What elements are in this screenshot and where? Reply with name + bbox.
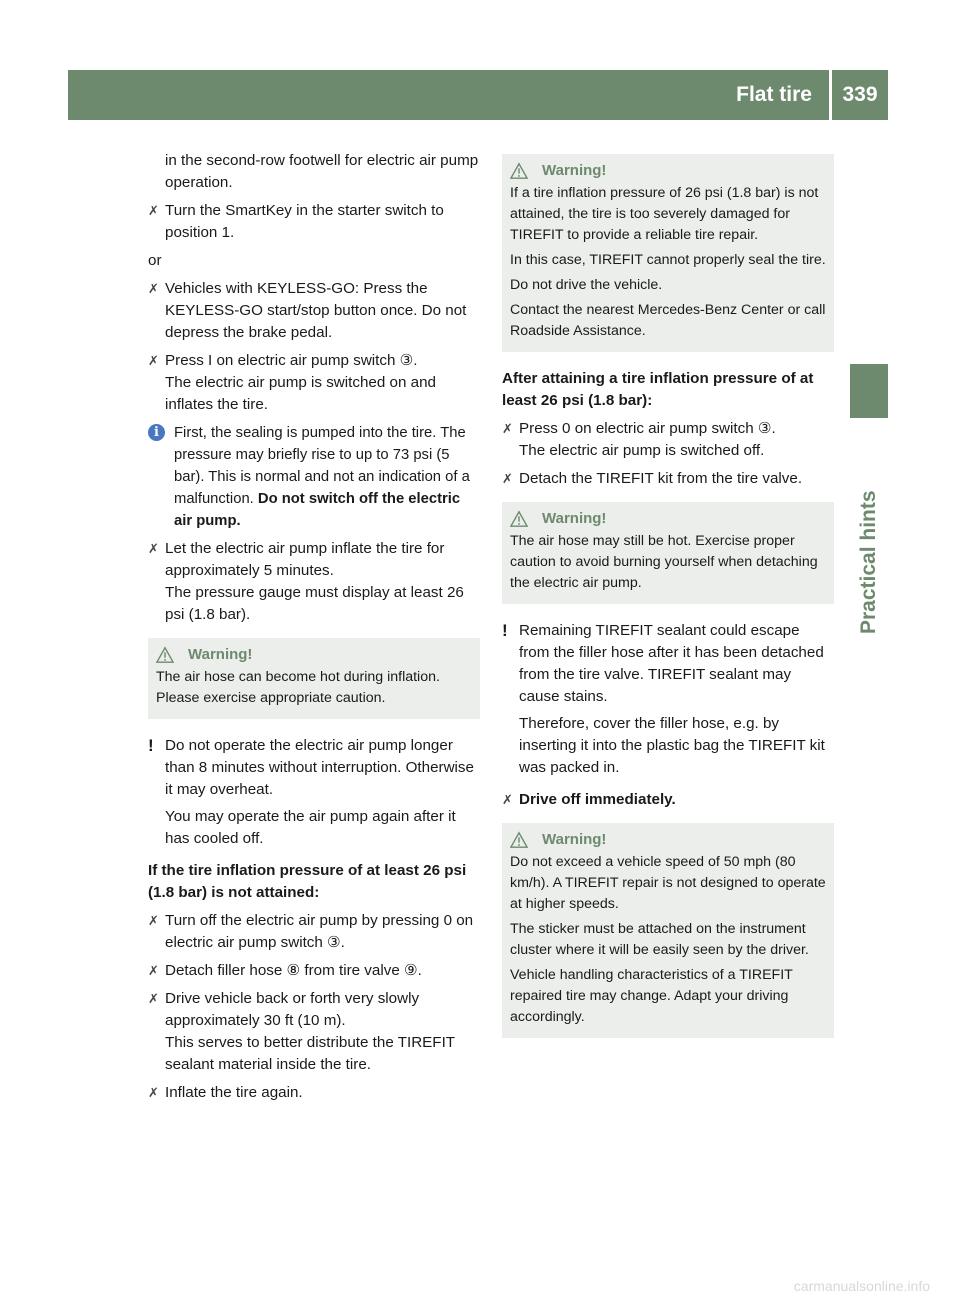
step-text: Inflate the tire again. xyxy=(165,1084,303,1101)
warning-title: Warning! xyxy=(542,162,607,179)
warning-triangle-icon xyxy=(510,831,528,849)
step-text: Press 0 on electric air pump switch ③. xyxy=(519,420,776,437)
caution-note xyxy=(148,735,480,850)
step-arrow-icon: ✗ xyxy=(148,913,159,928)
step-item xyxy=(502,468,834,490)
step-item xyxy=(148,1082,480,1104)
step-arrow-icon: ✗ xyxy=(148,963,159,978)
step-item xyxy=(148,278,480,344)
warning-title: Warning! xyxy=(542,510,607,527)
step-arrow-icon: ✗ xyxy=(502,471,513,486)
exclamation-icon: ! xyxy=(502,621,508,640)
caution-text: You may operate the air pump again after it has cooled off. xyxy=(165,808,456,847)
step-arrow-icon: ✗ xyxy=(502,792,513,807)
step-text: Detach filler hose ⑧ from tire valve ⑨. xyxy=(165,962,422,979)
step-arrow-icon: ✗ xyxy=(148,353,159,368)
warning-title: Warning! xyxy=(188,646,253,663)
warning-triangle-icon xyxy=(510,510,528,528)
or-text: or xyxy=(148,252,162,269)
step-text: Turn off the electric air pump by pressing 0 on electric air pump switch ③. xyxy=(165,912,474,951)
step-item xyxy=(148,538,480,626)
step-result: The pressure gauge must display at least 26 psi (1.8 bar). xyxy=(165,584,464,623)
caution-note xyxy=(502,620,834,779)
warning-text: In this case, TIREFIT cannot properly seal the tire. xyxy=(510,252,826,268)
step-item xyxy=(148,988,480,1076)
step-item xyxy=(148,910,480,954)
warning-text: Contact the nearest Mercedes-Benz Center or call Roadside Assistance. xyxy=(510,302,826,339)
page-title: Flat tire xyxy=(736,83,812,106)
warning-header xyxy=(510,829,826,850)
step-arrow-icon: ✗ xyxy=(502,421,513,436)
warning-header xyxy=(156,644,472,665)
warning-text: The sticker must be attached on the instrument cluster where it will be easily seen by the driver. xyxy=(510,921,809,958)
step-item xyxy=(148,200,480,244)
info-icon: i xyxy=(148,424,165,441)
step-text: Detach the TIREFIT kit from the tire valve. xyxy=(519,470,803,487)
step-item xyxy=(148,960,480,982)
step-result: The electric air pump is switched off. xyxy=(519,442,765,459)
page-header xyxy=(68,70,888,120)
info-text xyxy=(174,425,470,529)
warning-text: Vehicle handling characteristics of a TIREFIT repaired tire may change. Adapt your driving accordingly. xyxy=(510,967,793,1025)
page-number: 339 xyxy=(842,83,878,106)
warning-header xyxy=(510,508,826,529)
side-tab-block xyxy=(850,364,888,418)
warning-box xyxy=(502,154,834,352)
warning-triangle-icon xyxy=(510,162,528,180)
step-text: Vehicles with KEYLESS-GO: Press the KEYLESS-GO start/stop button once. Do not depress the brake pedal. xyxy=(165,280,467,341)
step-result: This serves to better distribute the TIREFIT sealant material inside the tire. xyxy=(165,1034,455,1073)
step-text: Drive off immediately. xyxy=(519,791,676,808)
intro-text: in the second-row footwell for electric air pump operation. xyxy=(165,152,479,191)
step-item xyxy=(148,350,480,416)
warning-text: The air hose may still be hot. Exercise proper caution to avoid burning yourself when detaching the electric air pump. xyxy=(510,533,818,591)
step-text: Press I on electric air pump switch ③. xyxy=(165,352,418,369)
info-text-bold: Do not switch off the electric air pump. xyxy=(174,491,461,529)
warning-header xyxy=(510,160,826,181)
warning-box xyxy=(502,502,834,604)
footer-watermark: carmanualsonline.info xyxy=(793,1278,930,1294)
step-text: Let the electric air pump inflate the tire for approximately 5 minutes. xyxy=(165,540,445,579)
side-tab-label: Practical hints xyxy=(857,490,880,634)
warning-title: Warning! xyxy=(542,831,607,848)
step-arrow-icon: ✗ xyxy=(148,1085,159,1100)
warning-text: Do not exceed a vehicle speed of 50 mph (80 km/h). A TIREFIT repair is not designed to operate at higher speeds. xyxy=(510,854,826,912)
step-arrow-icon: ✗ xyxy=(148,203,159,218)
step-arrow-icon: ✗ xyxy=(148,991,159,1006)
warning-triangle-icon xyxy=(156,646,174,664)
section-heading: If the tire inflation pressure of at least 26 psi (1.8 bar) is not attained: xyxy=(148,862,467,901)
left-column xyxy=(148,150,480,1110)
section-heading: After attaining a tire inflation pressure of at least 26 psi (1.8 bar): xyxy=(502,370,814,409)
step-item xyxy=(502,418,834,462)
caution-text: Do not operate the electric air pump longer than 8 minutes without interruption. Otherwise it may overheat. xyxy=(165,737,474,798)
warning-box xyxy=(148,638,480,719)
right-column xyxy=(502,150,834,1054)
step-arrow-icon: ✗ xyxy=(148,541,159,556)
info-text-normal: First, the sealing is pumped into the tire. The pressure may briefly rise to up to 73 psi (5 bar). This is normal and not an indication of a malfunction. xyxy=(174,425,470,507)
warning-text: The air hose can become hot during inflation. Please exercise appropriate caution. xyxy=(156,669,440,706)
step-arrow-icon: ✗ xyxy=(148,281,159,296)
caution-text: Therefore, cover the filler hose, e.g. by inserting it into the plastic bag the TIREFIT kit was packed in. xyxy=(519,715,825,776)
exclamation-icon: ! xyxy=(148,736,154,755)
step-item xyxy=(502,789,834,811)
caution-text: Remaining TIREFIT sealant could escape from the filler hose after it has been detached from the tire valve. TIREFIT sealant may cause stains. xyxy=(519,622,824,705)
warning-box xyxy=(502,823,834,1038)
info-note xyxy=(148,422,480,532)
step-result: The electric air pump is switched on and inflates the tire. xyxy=(165,374,436,413)
step-text: Turn the SmartKey in the starter switch to position 1. xyxy=(165,202,444,241)
warning-text: If a tire inflation pressure of 26 psi (1.8 bar) is not attained, the tire is too severely damaged for TIREFIT to provide a reliable tire repair. xyxy=(510,185,819,243)
warning-text: Do not drive the vehicle. xyxy=(510,277,663,293)
step-text: Drive vehicle back or forth very slowly approximately 30 ft (10 m). xyxy=(165,990,420,1029)
